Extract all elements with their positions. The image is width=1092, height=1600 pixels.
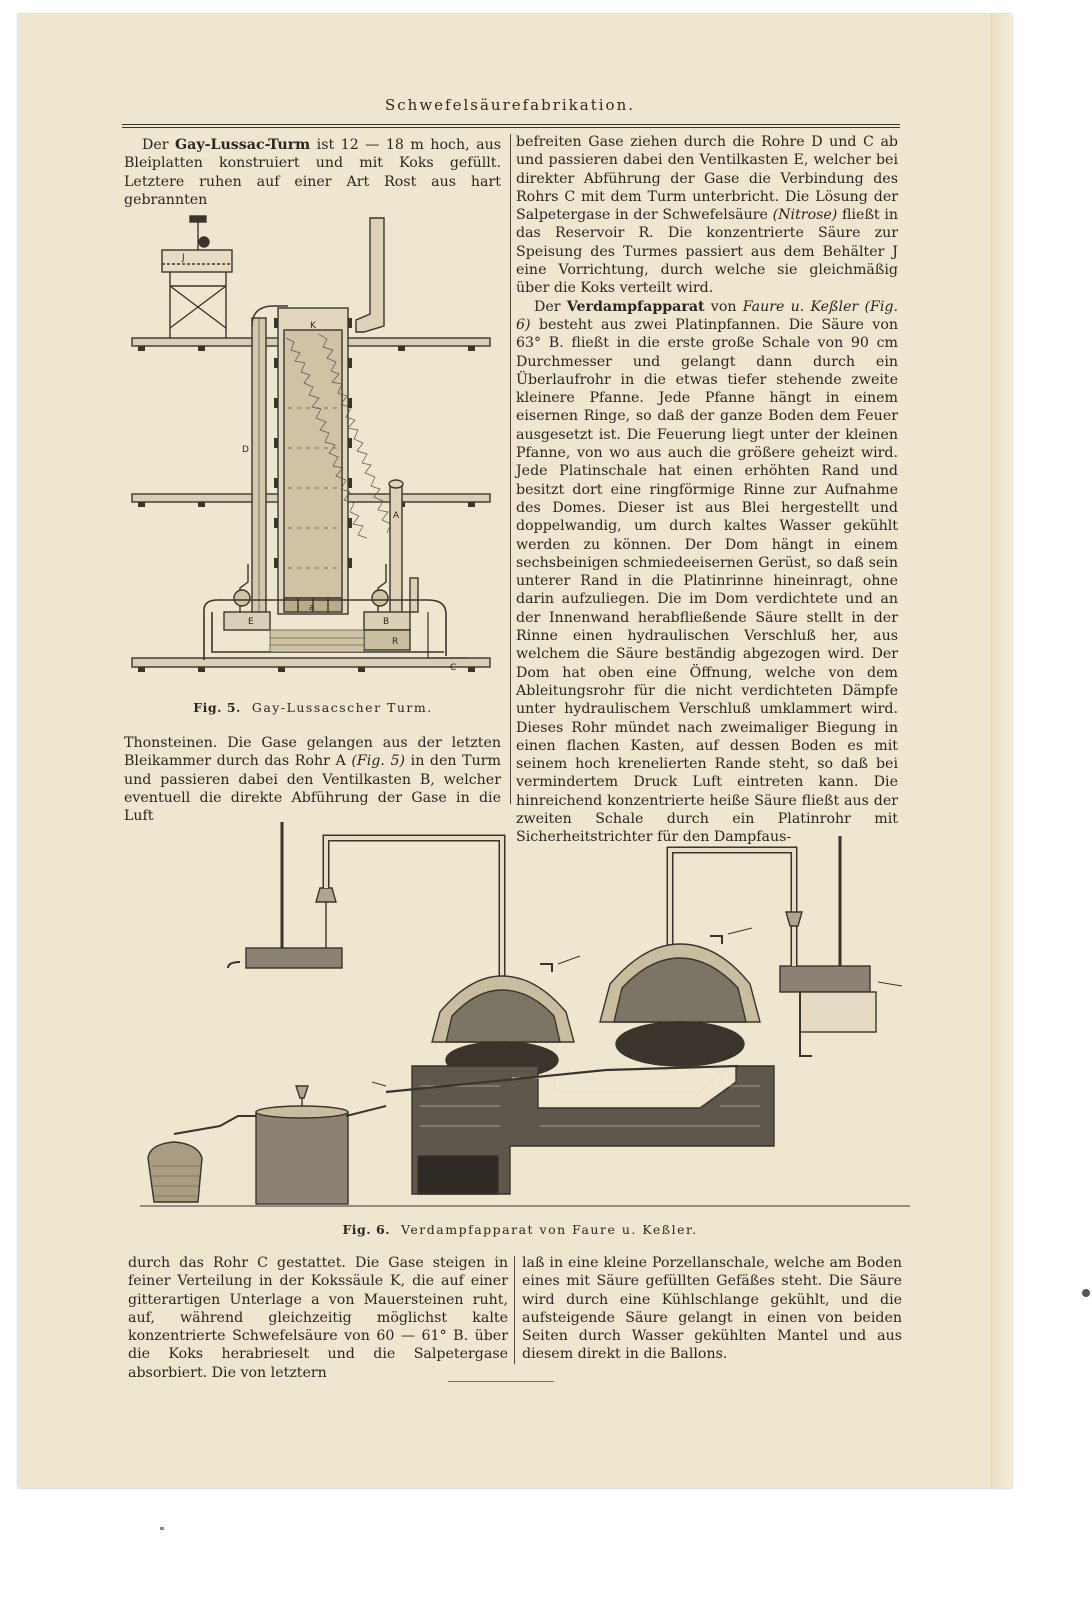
floor-lower [132, 658, 490, 667]
paragraph-text-cont: in den Turm und passieren dabei den Ventilkasten B, welcher eventuell die direkte Abführung der Gase in die Luft [124, 753, 501, 825]
tank-j [162, 250, 232, 272]
reservoir-r [364, 630, 410, 650]
caption-title: Verdampfapparat von Faure u. Keßler. [401, 1222, 698, 1237]
paragraph-text-cont: fließt in das Reservoir R. Die konzentrierte Säure zur Speisung des Turmes passiert aus dem Behälter J eine Vorrichtung, durch welche sie gleichmäßig über die Koks verteilt wird. [516, 207, 898, 297]
figure-reference: Faure u. Keßler (Fig. 6) [516, 298, 898, 333]
paper-edge [990, 14, 1012, 1488]
term-verdampfapparat: Verdampfapparat [566, 298, 705, 315]
label-k: K [310, 321, 316, 331]
basket [148, 1142, 202, 1202]
header-rule-top [122, 124, 900, 125]
label-j: J [182, 253, 185, 263]
label-e: E [248, 617, 254, 627]
left-column-middle [124, 734, 501, 825]
paragraph-text: befreiten Gase ziehen durch die Rohre D und C ab und passieren dabei den Ventilkasten E, welcher bei direkter Abführung der Gase die Verbindung des Rohrs C mit dem Turm unterbricht. Die Lösung der Salpetergase in der Schwefelsäure [516, 134, 898, 224]
pipe-a [390, 484, 402, 614]
text-lead: Der [534, 298, 567, 315]
paragraph-text: Thonsteinen. Die Gase gelangen aus der letzten Bleikammer durch das Rohr A [124, 735, 501, 770]
bottom-right-column [522, 1254, 902, 1364]
paragraph-text-cont: besteht aus zwei Platinpfannen. Die Säure von 63° B. fließt in die erste große Schale von 90 cm Durchmesser und gelangt dann durch ein Überlaufrohr in die etwas tiefer stehende zweite kleinere Pfanne. Jede Pfanne hängt in einem eisernen Ringe, so daß der ganze Boden dem Feuer ausgesetzt ist. Die Feuerung liegt unter der kleinen Pfanne, von wo aus auch die größere geheizt wird. Jede Platinschale hat einen erhöhten Rand und besitzt dort eine ringförmige Rinne zur Aufnahme des Domes. Dieser ist aus Blei hergestellt und doppelwandig, um durch kaltes Wasser gekühlt werden zu können. Der Dom hängt in einem sechsbeinigen schmiedeeisernen Gerüst, so daß sein unterer Rand in die Platinrinne hineinragt, ohne darin aufzuliegen. Die im Dom verdichtete und an der Innenwand herabfließende Säure stellt in der Rinne einen hydraulischen Verschluß her, aus welchem die Säure beständig abgezogen wird. Der Dom hat oben eine Öffnung, welche von dem Ableitungsrohr für die nicht verdichteten Dämpfe unter hydraulischem Verschluß umklammert wird. Dieses Rohr mündet nach zweimaliger Biegung in einen flachen Kasten, auf dessen Boden es mit seinem hoch krenelierten Rande steht, so daß bei vermindertem Druck Luft eintreten kann. Die hinreichend konzentrierte heiße Säure fließt aus der zweiten Schale durch ein Platinrohr mit Sicherheitstrichter für den Dampfaus- [516, 316, 898, 846]
figure-6-caption [190, 1222, 850, 1237]
text-lead: Der [142, 137, 176, 153]
figure-gay-lussac-tower [128, 208, 498, 696]
right-column-top [516, 133, 898, 847]
paragraph-text: ist 12 — 18 m hoch, aus Bleiplatten konstruiert und mit Koks gefüllt. Letztere ruhen auf einer Art Rost aus hart gebrannten [124, 137, 501, 208]
stray-mark [160, 1527, 164, 1530]
figure-reference: (Fig. 5) [351, 753, 406, 770]
label-d: D [242, 445, 249, 455]
left-column-top [124, 136, 501, 209]
figure-5-caption [128, 700, 498, 715]
paragraph-text: durch das Rohr C gestattet. Die Gase steigen in feiner Verteilung in der Kokssäule K, die auf einer gitterartigen Unterlage a von Mauersteinen ruht, auf, während gleichzeitig möglichst kalte konzentrierte Schwefelsäure von 60 — 61° B. über die Koks herabrieselt und die Salpetergase absorbiert. Die von letztern [128, 1255, 508, 1381]
receiver-cylinder [256, 1112, 348, 1204]
label-b: B [383, 617, 390, 627]
label-c: C [450, 663, 457, 673]
label-a-grate: a [309, 603, 315, 613]
running-head: Schwefelsäurefabrikation. [384, 96, 635, 114]
figure-evaporating-apparatus [140, 816, 910, 1216]
valve-box-e [224, 612, 270, 630]
paragraph-text: laß in eine kleine Porzellanschale, welche am Boden eines mit Säure gefüllten Gefäßes steht. Die Säure wird durch eine Kühlschlange gekühlt, und die aufsteigende Säure gelangt in einen von beiden Seiten durch Wasser gekühlten Mantel und aus diesem direkt in die Ballons. [522, 1255, 902, 1363]
margin-dot [1082, 1289, 1090, 1297]
label-r: R [392, 637, 399, 647]
caption-number: Fig. 6. [342, 1222, 391, 1237]
bottom-left-column [128, 1254, 508, 1382]
caption-title: Gay-Lussacscher Turm. [251, 700, 433, 715]
left-cooling-box [246, 948, 342, 968]
column-divider-top [510, 134, 511, 804]
text-von: von [704, 298, 743, 315]
header-rule-bottom [122, 127, 900, 128]
caption-number: Fig. 5. [193, 700, 241, 715]
label-a-pipe: A [393, 511, 400, 521]
column-divider-bottom [514, 1256, 515, 1364]
term-nitrose: (Nitrose) [772, 207, 838, 224]
term-gay-lussac-turm: Gay-Lussac-Turm [175, 137, 311, 153]
right-cooling-box [780, 966, 870, 992]
end-rule [448, 1381, 554, 1382]
